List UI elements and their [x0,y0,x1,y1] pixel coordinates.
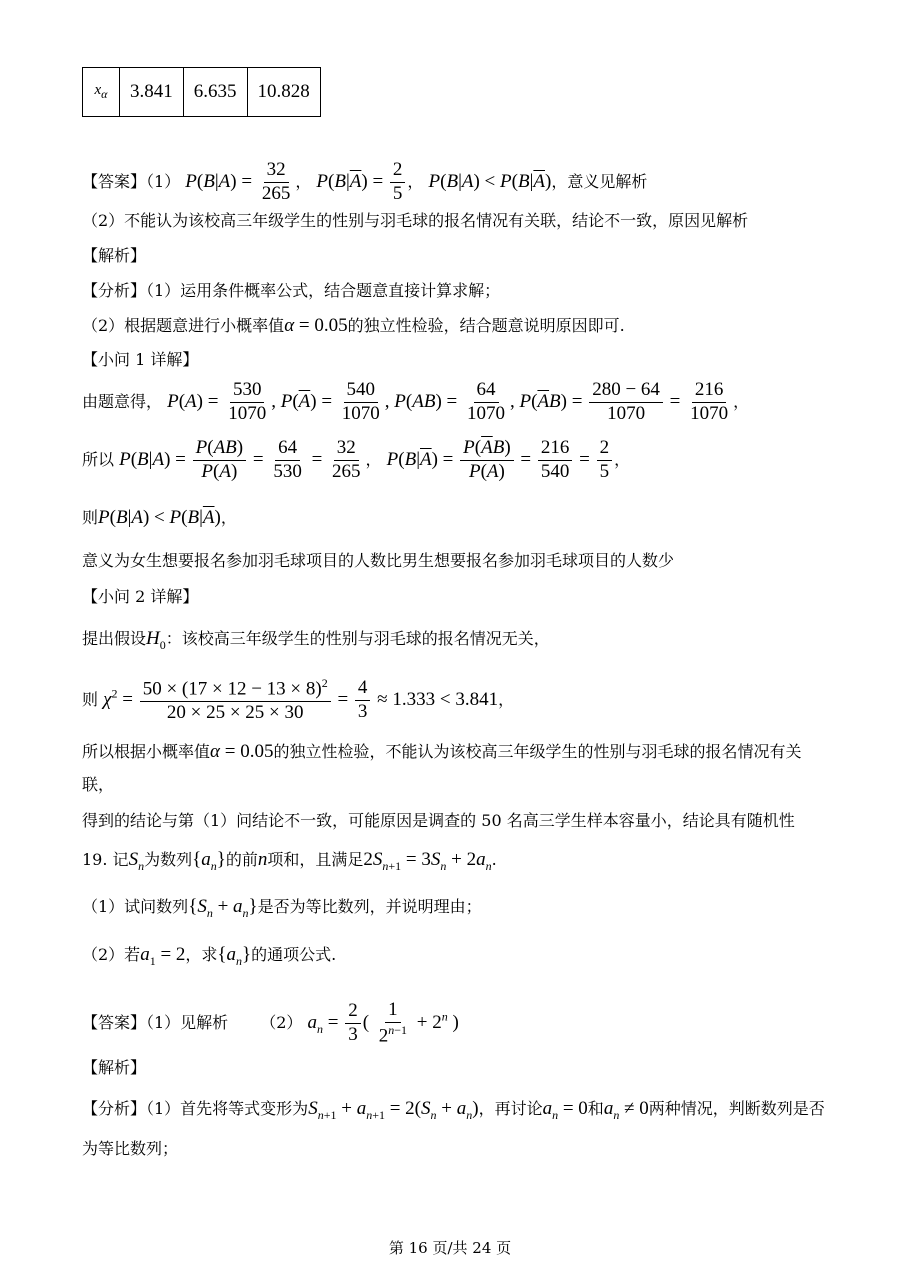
q18-chi-square-line: 则 $\chi^2$ = $\frac{50 \times (17 \times 12 - 13 \times 8)^2}{20 \times 25 \times 25 \times 30}$ = $\frac{4}{3}$ ≈ 1.333 < 3.841， [82,676,515,724]
q19-fenxi-line: 【分析】（1）首先将等式变形为$S_{n+1} + a_{n+1} = 2(S_n + a_n)$，再讨论$a_n = 0$和$a_n \ne 0$两种情况，判断数列是否 [82,1098,825,1122]
q18-answer-line: 【答案】（1） P(B|A) = $\frac{32}{265}$ ， $P(B|\overline{A})$ = $\frac{2}{5}$ ， $P(B|A) < P(B|\overline{A})$，意义见解析 [82,159,648,204]
q19-stem: 19. 记$S_n$为数列$\{a_n\}$的前n项和，且满足$2S_{n+1} = 3S_n + 2a_n$. [82,849,497,873]
critical-value-table [82,67,321,117]
q19-fenxi-cont: 为等比数列； [82,1139,179,1158]
q18-answer-2: （2）不能认为该校高三年级学生的性别与羽毛球的报名情况有关联，结论不一致，原因见解析 [82,211,749,230]
q18-jiexi: 【解析】 [82,246,147,265]
q18-conditional-line: 所以 P(B|A) = $\frac{P(AB)}{P(A)}$ = $\frac{64}{530}$ = $\frac{32}{265}$ ， $P(B|\overline{A})$ = $\frac{P(\overline{A}B)}{P(\overline{A})}$ = $\frac{216}{540}$ = $\frac{2}{5}$ ， [82,437,631,482]
page-footer: 第 16 页/共 24 页 [388,1239,512,1257]
table-header-cell: $x_\alpha$ [83,68,120,117]
q18-hypothesis: 提出假设$H_0$：该校高三年级学生的性别与羽毛球的报名情况无关， [82,628,550,652]
q18-sub2-heading: 【小问 2 详解】 [82,587,199,606]
q18-probabilities-line: 由题意得， P(A) = $\frac{530}{1070}$ , $P(\overline{A})$ = $\frac{540}{1070}$ , P(AB) = $\frac{64}{1070}$ , $P(\overline{A}B)$ = $\frac{280 - 64}{1070}$ = $\frac{216}{1070}$ ， [82,379,750,424]
table-cell: 6.635 [183,68,247,117]
q19-question-2: （2）若$a_1 = 2$，求$\{a_n\}$的通项公式. [82,944,337,968]
q18-sub1-heading: 【小问 1 详解】 [82,350,199,369]
q18-meaning: 意义为女生想要报名参加羽毛球项目的人数比男生想要报名参加羽毛球项目的人数少 [82,551,675,570]
q18-compare-line: 则$P(B|A) < P(B|\overline{A})$， [82,507,237,528]
q19-answer: 【答案】（1）见解析 （2） $a_n$ = $\frac{2}{3}$ ( $\frac{1}{2^{n-1}}$ + $2^n$ ) [82,999,459,1047]
q18-test-result-cont: 联， [82,775,115,794]
q18-test-result: 所以根据小概率值α = 0.05的独立性检验，不能认为该校高三年级学生的性别与羽毛球的报名情况有关 [82,741,802,762]
table-cell: 3.841 [120,68,184,117]
q18-fenxi-1: 【分析】（1）运用条件概率公式，结合题意直接计算求解； [82,281,501,300]
q19-question-1: （1）试问数列$\{S_n + a_n\}$是否为等比数列，并说明理由； [82,896,482,920]
q18-fenxi-2: （2）根据题意进行小概率值α = 0.05的独立性检验，结合题意说明原因即可. [82,315,625,336]
q18-conclusion: 得到的结论与第（1）问结论不一致，可能原因是调查的 50 名高三学生样本容量小，结论具有随机性 [82,811,795,830]
q19-jiexi: 【解析】 [82,1058,147,1077]
table-cell: 10.828 [247,68,320,117]
